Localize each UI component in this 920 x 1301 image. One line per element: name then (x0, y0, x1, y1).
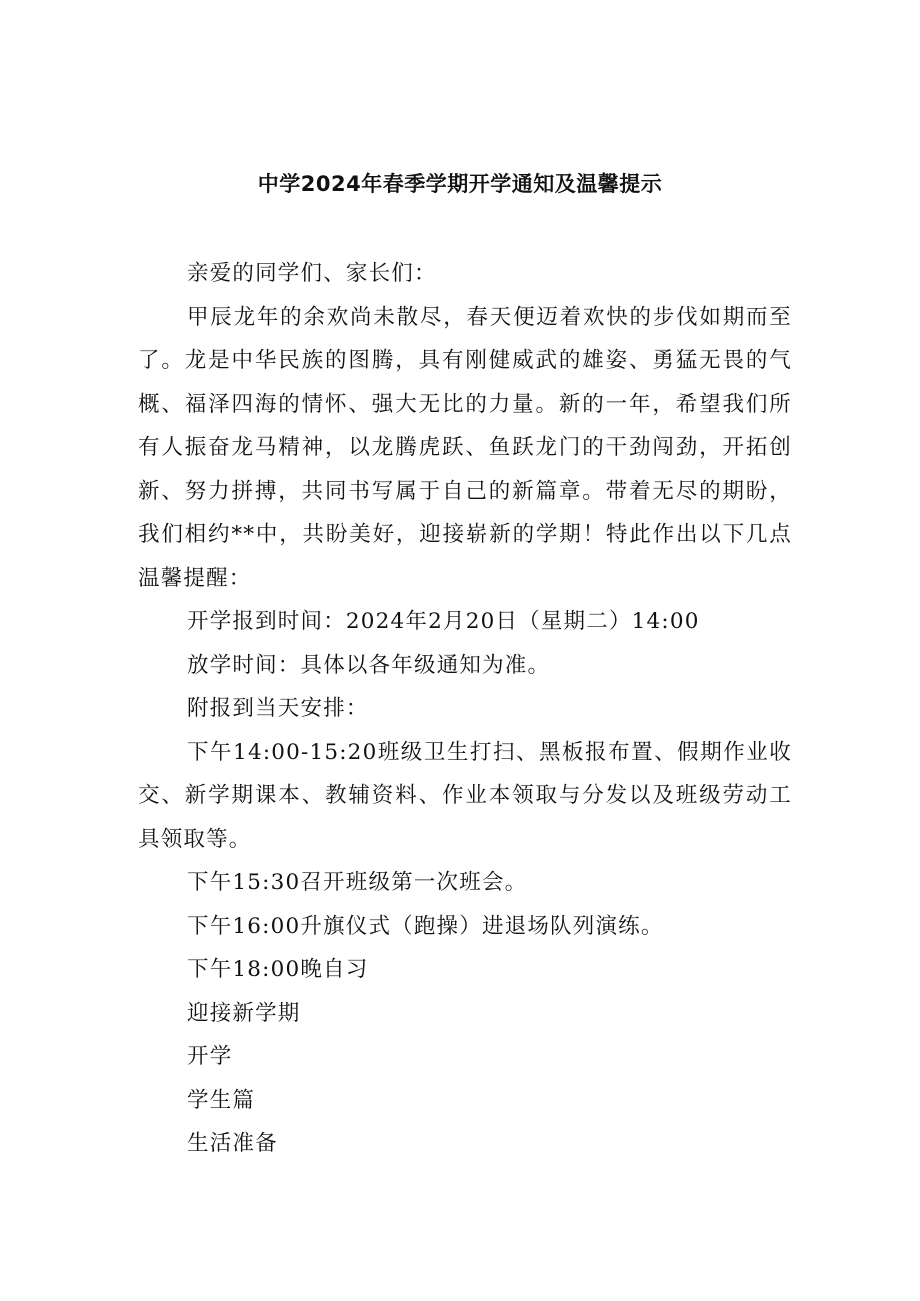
paragraph-life-prep: 生活准备 (187, 1131, 278, 1156)
paragraph-report-time: 开学报到时间：2024年2月20日（星期二）14:00 (187, 609, 700, 634)
paragraph-schedule-1530: 下午15:30召开班级第一次班会。 (187, 870, 528, 895)
paragraph-intro: 甲辰龙年的余欢尚未散尽，春天便迈着欢快的步伐如期而至了。龙是中华民族的图腾，具有刚健威武的雄姿、勇猛无畏的气概、福泽四海的情怀、强大无比的力量。新的一年，希望我们所有人振奋龙马精神，以龙腾虎跃、鱼跃龙门的干劲闯劲，开拓创新、努力拼搏，共同书写属于自己的新篇章。带着无尽的期盼，我们相约**中，共盼美好，迎接崭新的学期！特此作出以下几点温馨提醒： (138, 304, 792, 591)
salutation: 亲爱的同学们、家长们： (187, 261, 437, 286)
paragraph-schedule-1600: 下午16:00升旗仪式（跑操）进退场队列演练。 (187, 913, 664, 939)
document-body (138, 252, 792, 1166)
paragraph-welcome: 迎接新学期 (187, 1000, 301, 1026)
document-title: 中学2024年春季学期开学通知及温馨提示 (257, 172, 663, 196)
paragraph-schedule-1400: 下午14:00-15:20班级卫生打扫、黑板报布置、假期作业收交、新学期课本、教辅资料、作业本领取与分发以及班级劳动工具领取等。 (138, 739, 792, 852)
paragraph-schedule-heading: 附报到当天安排： (187, 696, 369, 721)
paragraph-dismissal-time: 放学时间：具体以各年级通知为准。 (187, 652, 551, 678)
paragraph-schedule-1800: 下午18:00晚自习 (187, 957, 369, 982)
paragraph-opening: 开学 (187, 1044, 233, 1069)
paragraph-student-section: 学生篇 (187, 1087, 256, 1113)
